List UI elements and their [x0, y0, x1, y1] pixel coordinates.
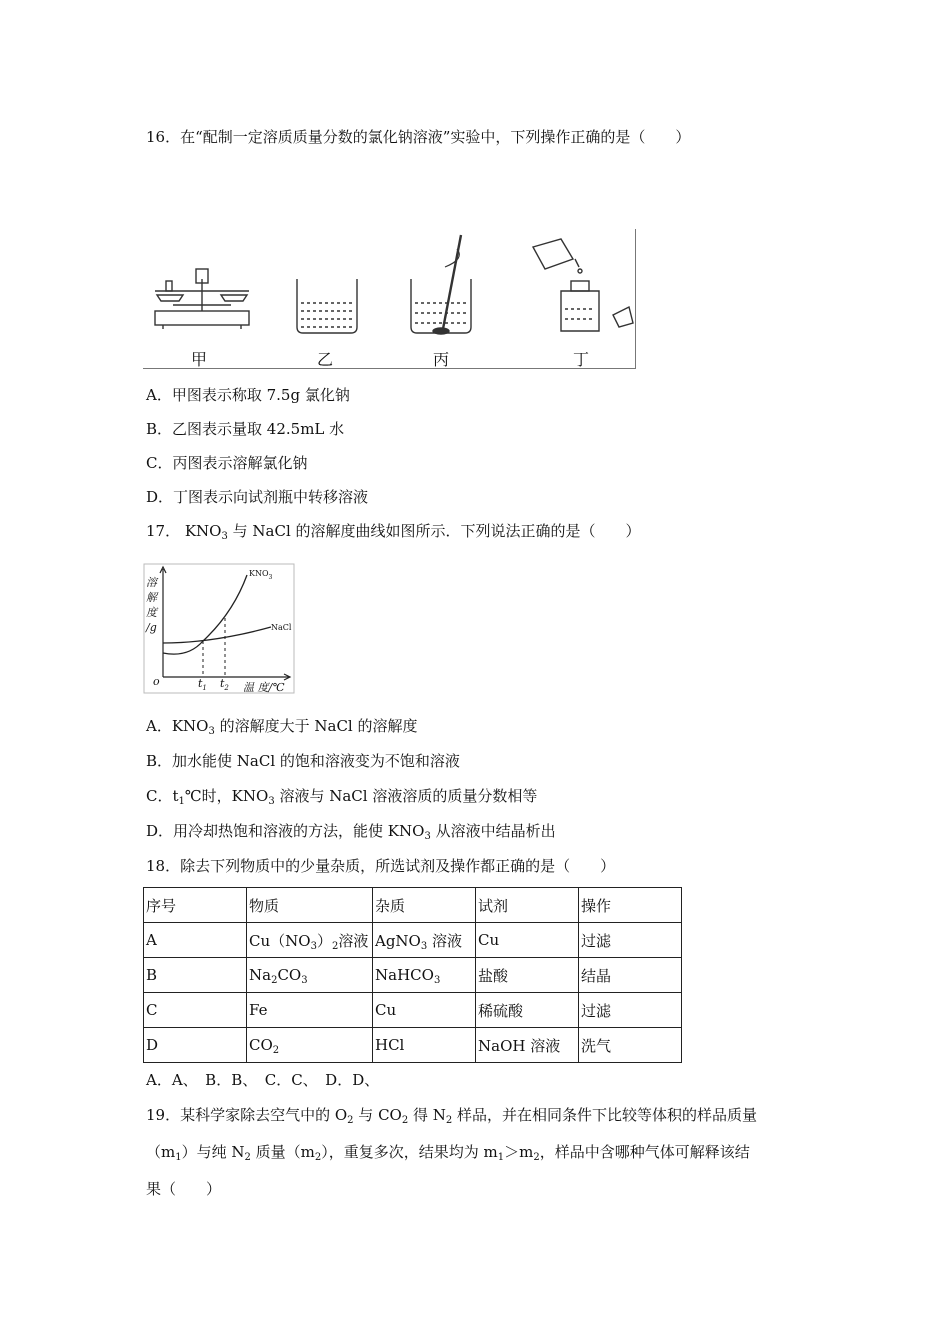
q17-option-a: A．$KNO_3$ 的溶解度大于 NaCl 的溶解度: [146, 717, 418, 737]
table-row: [144, 958, 682, 993]
q16-stem: 16．在“配制一定溶质质量分数的氯化钠溶液”实验中，下列操作正确的是（ ）: [146, 128, 691, 146]
row-id: B: [144, 958, 247, 993]
q16-option-b: B．乙图表示量取 42.5mL 水: [146, 420, 345, 438]
reagent-cell: Cu: [476, 923, 579, 958]
apparatus-drawings: [143, 229, 635, 368]
q18-table: [143, 887, 682, 1063]
temperature-axis-label: 温 度/℃: [243, 681, 285, 694]
row-id: D: [144, 1028, 247, 1063]
q17-option-b: B．加水能使 NaCl 的饱和溶液变为不饱和溶液: [146, 752, 460, 770]
q18-choices: A．A、 B．B、 C．C、 D．D、: [146, 1071, 380, 1089]
impurity-cell: Cu: [373, 993, 476, 1028]
t2-label: $t_2$: [220, 677, 229, 692]
nacl-curve: [163, 627, 271, 643]
operation-cell: 洗气: [579, 1028, 682, 1063]
q16-option-a: A．甲图表示称取 7.5g 氯化钠: [146, 386, 350, 404]
q16-option-d: D．丁图表示向试剂瓶中转移溶液: [146, 488, 369, 506]
q17-option-d: D．用冷却热饱和溶液的方法，能使 $KNO_3$ 从溶液中结晶析出: [146, 822, 556, 842]
reagent-cell: 盐酸: [476, 958, 579, 993]
stirring-beaker-icon: [411, 235, 471, 334]
header-cell: 操作: [579, 888, 682, 923]
substance-cell: Fe: [247, 993, 373, 1028]
operation-cell: 结晶: [579, 958, 682, 993]
figure-label-jia: 甲: [191, 350, 208, 369]
balance-icon: [155, 269, 249, 329]
operation-cell: 过滤: [579, 923, 682, 958]
table-row: [144, 923, 682, 958]
t1-label: $t_1$: [198, 677, 207, 692]
figure-label-ding: 丁: [573, 350, 590, 369]
substance-cell: $Na_2CO_3$: [247, 958, 373, 993]
beaker-icon: [297, 279, 357, 333]
reagent-bottle-icon: [533, 239, 633, 331]
substance-cell: $Cu(NO_3)_2$溶液: [247, 923, 373, 958]
reagent-cell: NaOH 溶液: [476, 1028, 579, 1063]
row-id: C: [144, 993, 247, 1028]
header-cell: 试剂: [476, 888, 579, 923]
impurity-cell: AgNO$_3$ 溶液: [373, 923, 476, 958]
substance-cell: $CO_2$: [247, 1028, 373, 1063]
impurity-cell: NaHCO$_3$: [373, 958, 476, 993]
q19-line-3: 果（ ）: [146, 1180, 222, 1198]
kno3-curve-label: $KNO_3$: [249, 569, 273, 581]
q16-apparatus-figure: [143, 229, 636, 369]
figure-label-bing: 丙: [433, 350, 450, 369]
reagent-cell: 稀硫酸: [476, 993, 579, 1028]
header-cell: 杂质: [373, 888, 476, 923]
table-row: [144, 993, 682, 1028]
header-cell: 序号: [144, 888, 247, 923]
header-cell: 物质: [247, 888, 373, 923]
solubility-axis-label: 溶 解 度 /g: [146, 576, 157, 634]
q17-stem: 17． $KNO_3$ 与 NaCl 的溶解度曲线如图所示．下列说法正确的是（ ）: [146, 522, 641, 542]
operation-cell: 过滤: [579, 993, 682, 1028]
solubility-curve-figure: [143, 563, 295, 694]
impurity-cell: HCl: [373, 1028, 476, 1063]
table-row: [144, 1028, 682, 1063]
nacl-curve-label: NaCl: [271, 623, 292, 632]
origin-label: o: [153, 675, 160, 688]
row-id: A: [144, 923, 247, 958]
table-header-row: [144, 888, 682, 923]
q19-line-1: 19．某科学家除去空气中的 $O_2$ 与 $CO_2$ 得 $N_2$ 样品，并在相同条件下比较等体积的样品质量: [146, 1106, 758, 1126]
q16-option-c: C．丙图表示溶解氯化钠: [146, 454, 308, 472]
q18-stem: 18．除去下列物质中的少量杂质，所选试剂及操作都正确的是（ ）: [146, 857, 616, 875]
q19-line-2: $(m_1)$与纯 $N_2$ 质量$(m_2)$，重复多次，结果均为 $m_1>m_2$，样品中含哪种气体可解释该结: [146, 1143, 750, 1163]
q17-option-c: C．$t_1℃$时，$KNO_3$ 溶液与 NaCl 溶液溶质的质量分数相等: [146, 787, 538, 807]
figure-label-yi: 乙: [317, 350, 334, 369]
